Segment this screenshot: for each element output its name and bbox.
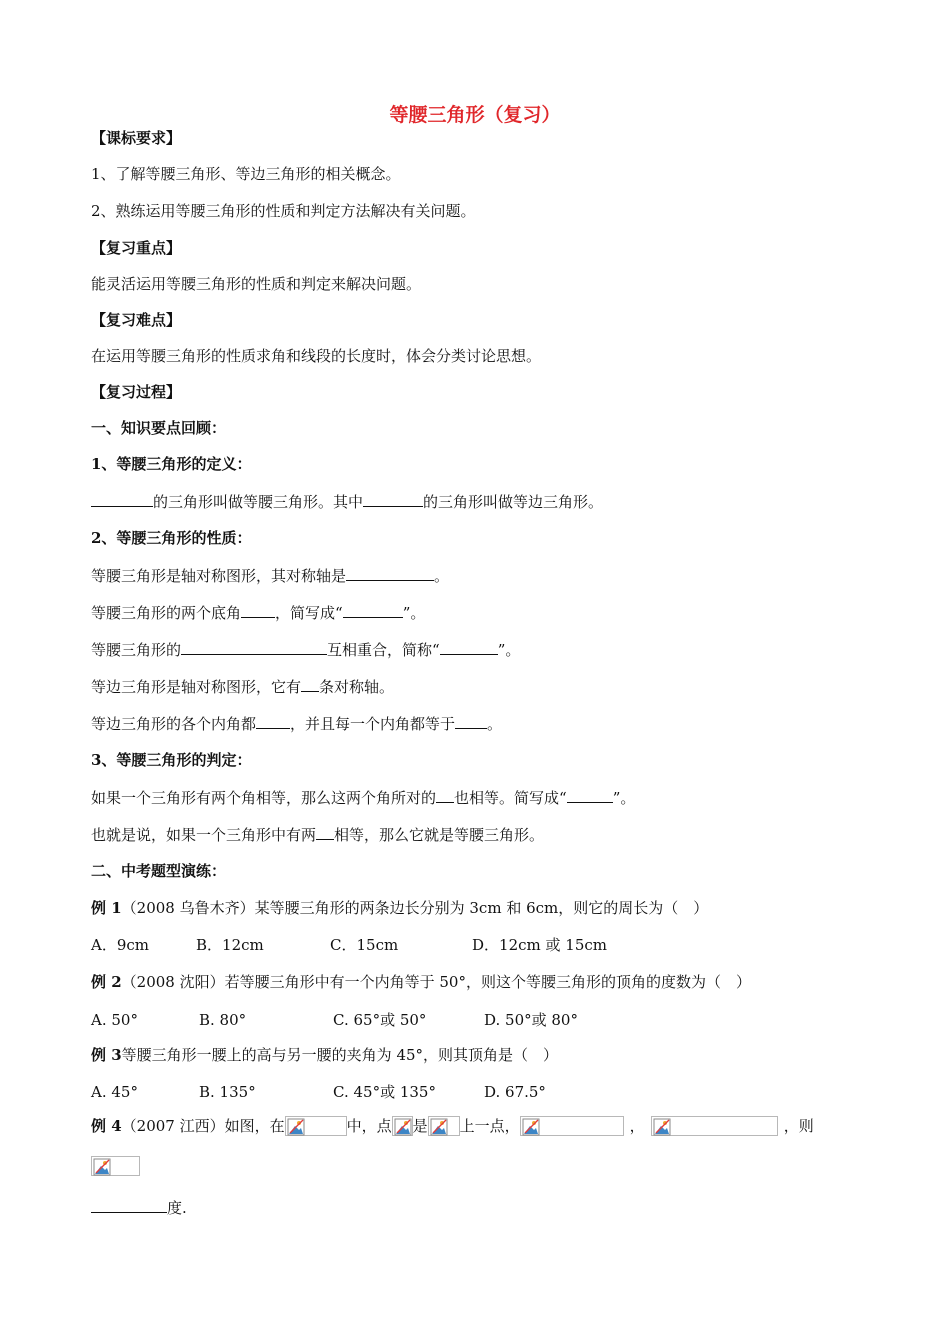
example-4-answer-line: 度. <box>91 1197 187 1218</box>
fill-blank[interactable] <box>256 713 290 729</box>
example-3-option-d[interactable]: D. 67.5° <box>484 1083 546 1101</box>
broken-image-icon <box>394 1118 412 1136</box>
fill-blank[interactable] <box>91 1197 167 1213</box>
example-2-option-c[interactable]: C. 65°或 50° <box>333 1011 427 1029</box>
broken-image <box>428 1116 460 1136</box>
fill-blank[interactable] <box>301 676 319 692</box>
broken-image-icon <box>287 1118 305 1136</box>
fill-blank[interactable] <box>343 602 403 618</box>
part-one-heading: 一、知识要点回顾： <box>91 419 227 437</box>
broken-image-icon <box>430 1118 448 1136</box>
broken-image-icon <box>93 1158 111 1176</box>
property-line-4: 等边三角形是轴对称图形，它有 条对称轴。 <box>91 678 395 696</box>
example-1-option-d[interactable]: D．12cm 或 15cm <box>472 936 607 954</box>
fill-blank[interactable] <box>241 602 275 618</box>
definition-heading: 1、等腰三角形的定义： <box>91 455 252 473</box>
fill-blank[interactable] <box>181 639 327 655</box>
fill-blank[interactable] <box>440 639 498 655</box>
judgement-heading: 3、等腰三角形的判定： <box>91 751 252 769</box>
example-2: 例 2（2008 沈阳）若等腰三角形中有一个内角等于 50°，则这个等腰三角形的顶角的度数为（ ） <box>91 973 751 991</box>
example-3-option-b[interactable]: B. 135° <box>199 1083 256 1101</box>
example-4-continued <box>91 1156 140 1176</box>
broken-image <box>392 1116 413 1136</box>
broken-image <box>285 1116 347 1136</box>
property-line-1: 等腰三角形是轴对称图形，其对称轴是 。 <box>91 567 450 585</box>
example-3-option-c[interactable]: C. 45°或 135° <box>333 1083 436 1101</box>
example-1-option-c[interactable]: C．15cm <box>330 936 399 954</box>
property-line-2: 等腰三角形的两个底角 ，简写成“ ”。 <box>91 604 426 622</box>
example-2-option-a[interactable]: A. 50° <box>91 1011 138 1029</box>
section-heading-process: 【复习过程】 <box>91 383 182 401</box>
fill-blank[interactable] <box>91 491 153 507</box>
fill-blank[interactable] <box>316 824 334 840</box>
broken-image <box>91 1156 140 1176</box>
requirement-1: 1、了解等腰三角形、等边三角形的相关概念。 <box>91 165 401 183</box>
property-line-5: 等边三角形的各个内角都 ，并且每一个内角都等于 。 <box>91 715 503 733</box>
judgement-line-2: 也就是说，如果一个三角形中有两 相等，那么它就是等腰三角形。 <box>91 826 545 844</box>
example-2-option-d[interactable]: D. 50°或 80° <box>484 1011 578 1029</box>
fill-blank[interactable] <box>363 491 423 507</box>
fill-blank[interactable] <box>346 565 434 581</box>
broken-image <box>651 1116 778 1136</box>
broken-image-icon <box>653 1118 671 1136</box>
section-heading-requirements: 【课标要求】 <box>91 129 182 147</box>
example-3-option-a[interactable]: A. 45° <box>91 1083 138 1101</box>
property-line-3: 等腰三角形的 互相重合，简称“ ”。 <box>91 641 521 659</box>
fill-blank[interactable] <box>567 787 613 803</box>
requirement-2: 2、熟练运用等腰三角形的性质和判定方法解决有关问题。 <box>91 202 476 220</box>
difficulties-text: 在运用等腰三角形的性质求角和线段的长度时，体会分类讨论思想。 <box>91 347 542 365</box>
example-1-option-b[interactable]: B．12cm <box>196 936 264 954</box>
definition-line: 的三角形叫做等腰三角形。其中 的三角形叫做等边三角形。 <box>91 491 603 512</box>
broken-image <box>520 1116 624 1136</box>
example-3: 例 3等腰三角形一腰上的高与另一腰的夹角为 45°，则其顶角是（ ） <box>91 1046 559 1064</box>
judgement-line-1: 如果一个三角形有两个角相等，那么这两个角所对的 也相等。简写成“ ”。 <box>91 789 636 807</box>
section-heading-key-points: 【复习重点】 <box>91 239 182 257</box>
example-4: 例 4（2007 江西）如图，在 中，点 是 上一点， ， ，则 <box>91 1117 814 1135</box>
fill-blank[interactable] <box>455 713 487 729</box>
key-points-text: 能灵活运用等腰三角形的性质和判定来解决问题。 <box>91 275 422 293</box>
properties-heading: 2、等腰三角形的性质： <box>91 529 252 547</box>
example-1: 例 1（2008 乌鲁木齐）某等腰三角形的两条边长分别为 3cm 和 6cm，则它的周长为（ ） <box>91 899 709 917</box>
example-1-option-a[interactable]: A．9cm <box>91 936 150 954</box>
page-title: 等腰三角形（复习） <box>389 104 561 126</box>
broken-image-icon <box>522 1118 540 1136</box>
section-heading-difficulties: 【复习难点】 <box>91 311 182 329</box>
part-two-heading: 二、中考题型演练： <box>91 862 227 880</box>
fill-blank[interactable] <box>436 787 454 803</box>
example-2-option-b[interactable]: B. 80° <box>199 1011 247 1029</box>
